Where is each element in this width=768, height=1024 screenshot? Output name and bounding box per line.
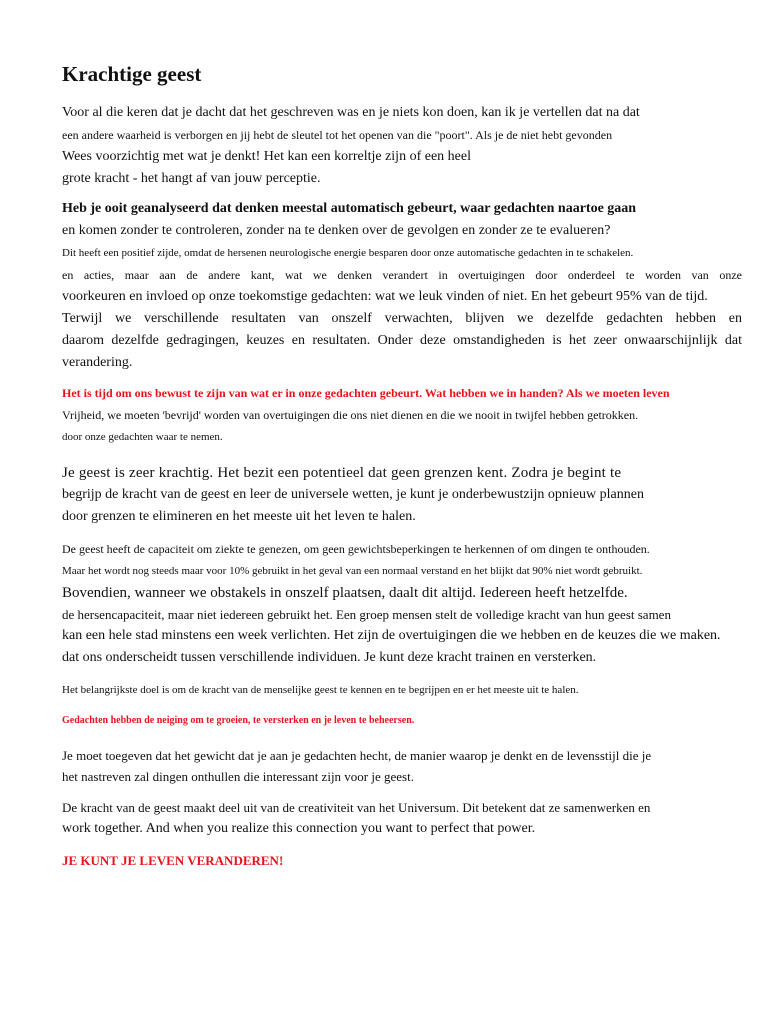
- text-line: door onze gedachten waar te nemen.: [62, 431, 223, 443]
- text-line: De kracht van de geest maakt deel uit van de creativiteit van het Universum. Dit betekent dat ze samenwerken en: [62, 800, 651, 815]
- text-line: kan een hele stad minstens een week verlichten. Het zijn de overtuigingen die we hebben en de keuzes die we maken.: [62, 628, 721, 643]
- text-line: daarom dezelfde gedragingen, keuzes en resultaten. Onder deze omstandigheden is het zeer onwaarschijnlijk dat: [62, 333, 742, 348]
- text-line: Bovendien, wanneer we obstakels in onszelf plaatsen, daalt dit altijd. Iedereen heeft hetzelfde.: [62, 585, 628, 601]
- text-line: Maar het wordt nog steeds maar voor 10% gebruikt in het geval van een normaal verstand en het blijkt dat 90% niet wordt gebruikt.: [62, 565, 643, 577]
- text-line: verandering.: [62, 355, 133, 370]
- closing-line: JE KUNT JE LEVEN VERANDEREN!: [62, 853, 284, 868]
- paragraph-creativity: [62, 797, 766, 840]
- text-line: en acties, maar aan de andere kant, wat we denken verandert in overtuigingen door onderdeel te worden van onze: [62, 268, 742, 282]
- text-line: Je moet toegeven dat het gewicht dat je aan je gedachten hecht, de manier waarop je denkt en de levensstijl die je: [62, 748, 652, 763]
- text-line: Wees voorzichtig met wat je denkt! Het kan een korreltje zijn of een heel: [62, 149, 471, 164]
- text-line: Vrijheid, we moeten 'bevrijd' worden van overtuigingen die ons niet dienen en die we nooit in twijfel hebben getrokken.: [62, 408, 639, 422]
- text-line: voorkeuren en invloed op onze toekomstige gedachten: wat we leuk vinden of niet. En het gebeurt 95% van de tijd.: [62, 289, 708, 304]
- document-page: [62, 60, 766, 871]
- paragraph-weight: [62, 745, 766, 787]
- text-line: het nastreven zal dingen onthullen die interessant zijn voor je geest.: [62, 769, 414, 784]
- paragraph-powerful-mind: [62, 462, 766, 528]
- closing-statement: [62, 850, 766, 871]
- paragraph-thoughts-grow: [62, 711, 766, 731]
- highlight-line: Gedachten hebben de neiging om te groeien, te versterken en je leven te beheersen.: [62, 715, 415, 726]
- text-line: grote kracht - het hangt af van jouw perceptie.: [62, 171, 321, 186]
- page-title: Krachtige geest: [62, 62, 202, 86]
- text-line: De geest heeft de capaciteit om ziekte te genezen, om geen gewichtsbeperkingen te herkennen of om dingen te onthouden.: [62, 542, 650, 556]
- text-line: Je geest is zeer krachtig. Het bezit een potentieel dat geen grenzen kent. Zodra je begint te: [62, 465, 622, 481]
- text-line: Dit heeft een positief zijde, omdat de hersenen neurologische energie besparen door onze automatische gedachten in te schakelen.: [62, 247, 634, 259]
- text-line: een andere waarheid is verborgen en jij hebt de sleutel tot het openen van die "poort". Als je de niet hebt gevonden: [62, 128, 613, 142]
- text-line: work together. And when you realize this connection you want to perfect that power.: [62, 821, 536, 836]
- paragraph-automatic-thinking: [62, 198, 766, 374]
- highlight-line: Het is tijd om ons bewust te zijn van wat er in onze gedachten gebeurt. Wat hebben we in handen? Als we moeten leven: [62, 386, 670, 400]
- paragraph-awareness: [62, 382, 766, 448]
- paragraph-intro: [62, 102, 766, 190]
- text-line: Voor al die keren dat je dacht dat het geschreven was en je niets kon doen, kan ik je vertellen dat na dat: [62, 105, 640, 120]
- section-heading: Heb je ooit geanalyseerd dat denken meestal automatisch gebeurt, waar gedachten naartoe gaan: [62, 201, 637, 216]
- paragraph-capacity: [62, 538, 766, 669]
- text-line: Het belangrijkste doel is om de kracht van de menselijke geest te kennen en te begrijpen en er het meeste uit te halen.: [62, 684, 579, 696]
- text-line: begrijp de kracht van de geest en leer de universele wetten, je kunt je onderbewustzijn opnieuw plannen: [62, 487, 644, 502]
- text-line: door grenzen te elimineren en het meeste uit het leven te halen.: [62, 509, 416, 524]
- text-line: en komen zonder te controleren, zonder na te denken over de gevolgen en zonder ze te evalueren?: [62, 223, 611, 238]
- text-line: Terwijl we verschillende resultaten van onszelf verwachten, blijven we dezelfde gedachten hebben en: [62, 311, 742, 326]
- text-line: dat ons onderscheidt tussen verschillende individuen. Je kunt deze kracht trainen en versterken.: [62, 650, 597, 665]
- paragraph-main-goal: [62, 679, 766, 701]
- text-line: de hersencapaciteit, maar niet iedereen gebruikt het. Een groep mensen stelt de volledige kracht van hun geest samen: [62, 607, 671, 622]
